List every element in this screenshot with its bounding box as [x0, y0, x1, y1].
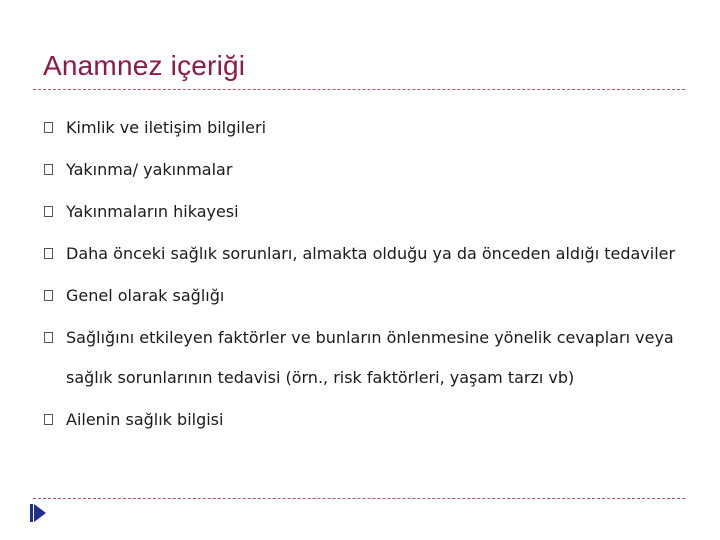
list-item-text: Yakınmaların hikayesi	[66, 202, 239, 221]
play-next-icon[interactable]	[34, 504, 46, 522]
list-item-text: Kimlik ve iletişim bilgileri	[66, 118, 267, 137]
title-divider	[33, 89, 685, 90]
list-item-text: Yakınma/ yakınmalar	[66, 160, 233, 179]
bullet-icon	[44, 248, 53, 259]
list-item-text: Sağlığını etkileyen faktörler ve bunların önlenmesine yönelik cevapları veya sağlık sorunlarının tedavisi (örn., risk faktörleri, yaşam tarzı vb)	[66, 328, 674, 387]
bullet-icon	[44, 164, 53, 175]
bullet-icon	[44, 332, 53, 343]
slide-title: Anamnez içeriği	[43, 50, 246, 81]
bullet-icon	[44, 414, 53, 425]
list-item-text: Genel olarak sağlığı	[66, 286, 225, 305]
list-item	[44, 192, 694, 232]
list-item	[44, 318, 694, 398]
footer-divider	[33, 498, 685, 499]
list-item	[44, 150, 694, 190]
bullet-icon	[44, 206, 53, 217]
play-next-icon-bar[interactable]	[30, 504, 33, 522]
bullet-icon	[44, 122, 53, 133]
list-item	[44, 276, 694, 316]
list-item	[44, 108, 694, 148]
list-item-text: Ailenin sağlık bilgisi	[66, 410, 224, 429]
bullet-list	[44, 108, 694, 440]
list-item	[44, 400, 694, 440]
list-item	[44, 234, 694, 274]
list-item-text: Daha önceki sağlık sorunları, almakta olduğu ya da önceden aldığı tedaviler	[66, 244, 676, 263]
bullet-icon	[44, 290, 53, 301]
